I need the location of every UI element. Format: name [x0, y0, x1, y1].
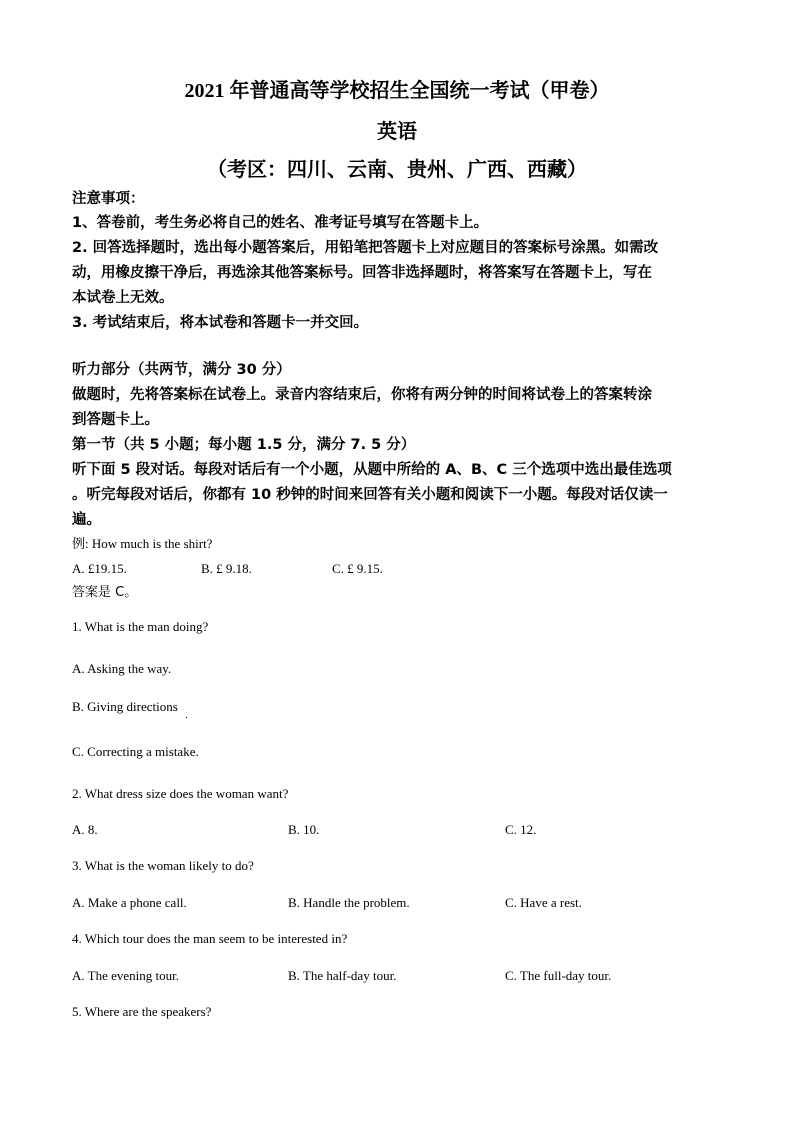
- notice-item-2-line-2: 动，用橡皮擦干净后，再选涂其他答案标号。回答非选择题时，将答案写在答题卡上，写在: [72, 265, 652, 281]
- question-4-option-b: B. The half-day tour.: [288, 968, 397, 983]
- question-4-option-a: A. The evening tour.: [72, 968, 179, 983]
- example-answer: 答案是 C。: [72, 585, 138, 600]
- question-1-stem: 1. What is the man doing?: [72, 619, 209, 634]
- question-2-stem: 2. What dress size does the woman want?: [72, 786, 289, 801]
- section1-instructions-line-2: 。听完每段对话后，你都有 10 秒钟的时间来回答有关小题和阅读下一小题。每段对话仅读一: [72, 487, 668, 503]
- listening-intro-line-1: 做题时，先将答案标在试卷上。录音内容结束后，你将有两分钟的时间将试卷上的答案转涂: [72, 387, 652, 403]
- notice-item-2-line-3: 本试卷上无效。: [72, 290, 174, 306]
- notice-item-2-line-1: 2. 回答选择题时，选出每小题答案后，用铅笔把答题卡上对应题目的答案标号涂黑。如需改: [72, 240, 659, 256]
- question-2-option-c: C. 12.: [505, 822, 537, 837]
- notice-item-3: 3. 考试结束后，将本试卷和答题卡一并交回。: [72, 315, 369, 331]
- question-1-option-a: A. Asking the way.: [72, 661, 172, 676]
- listening-heading: 听力部分（共两节，满分 30 分）: [72, 362, 291, 378]
- stray-dot-mark: [186, 717, 187, 718]
- subject-title: 英语: [377, 121, 417, 143]
- section1-instructions-line-1: 听下面 5 段对话。每段对话后有一个小题，从题中所给的 A、B、C 三个选项中选出最佳选项: [72, 462, 672, 478]
- question-3-stem: 3. What is the woman likely to do?: [72, 858, 254, 873]
- question-3-option-c: C. Have a rest.: [505, 895, 582, 910]
- example-option-b: B. £ 9.18.: [201, 561, 252, 576]
- question-4-option-c: C. The full-day tour.: [505, 968, 612, 983]
- example-option-c: C. £ 9.15.: [332, 561, 383, 576]
- question-1-option-b: B. Giving directions: [72, 699, 178, 714]
- section1-heading: 第一节（共 5 小题；每小题 1.5 分，满分 7. 5 分）: [72, 437, 416, 453]
- exam-title: 2021 年普通高等学校招生全国统一考试（甲卷）: [184, 80, 610, 102]
- example-question: 例: How much is the shirt?: [72, 536, 213, 551]
- notice-item-1: 1、答卷前，考生务必将自己的姓名、准考证号填写在答题卡上。: [72, 215, 489, 231]
- question-4-stem: 4. Which tour does the man seem to be interested in?: [72, 931, 348, 946]
- region-subtitle: （考区：四川、云南、贵州、广西、西藏）: [207, 159, 587, 181]
- question-1-option-c: C. Correcting a mistake.: [72, 744, 199, 759]
- question-2-option-b: B. 10.: [288, 822, 320, 837]
- question-3-option-a: A. Make a phone call.: [72, 895, 187, 910]
- notice-heading: 注意事项：: [72, 191, 145, 207]
- question-2-option-a: A. 8.: [72, 822, 98, 837]
- example-option-a: A. £19.15.: [72, 561, 127, 576]
- listening-intro-line-2: 到答题卡上。: [72, 412, 159, 428]
- section1-instructions-line-3: 遍。: [72, 512, 101, 528]
- question-3-option-b: B. Handle the problem.: [288, 895, 410, 910]
- question-5-stem: 5. Where are the speakers?: [72, 1004, 212, 1019]
